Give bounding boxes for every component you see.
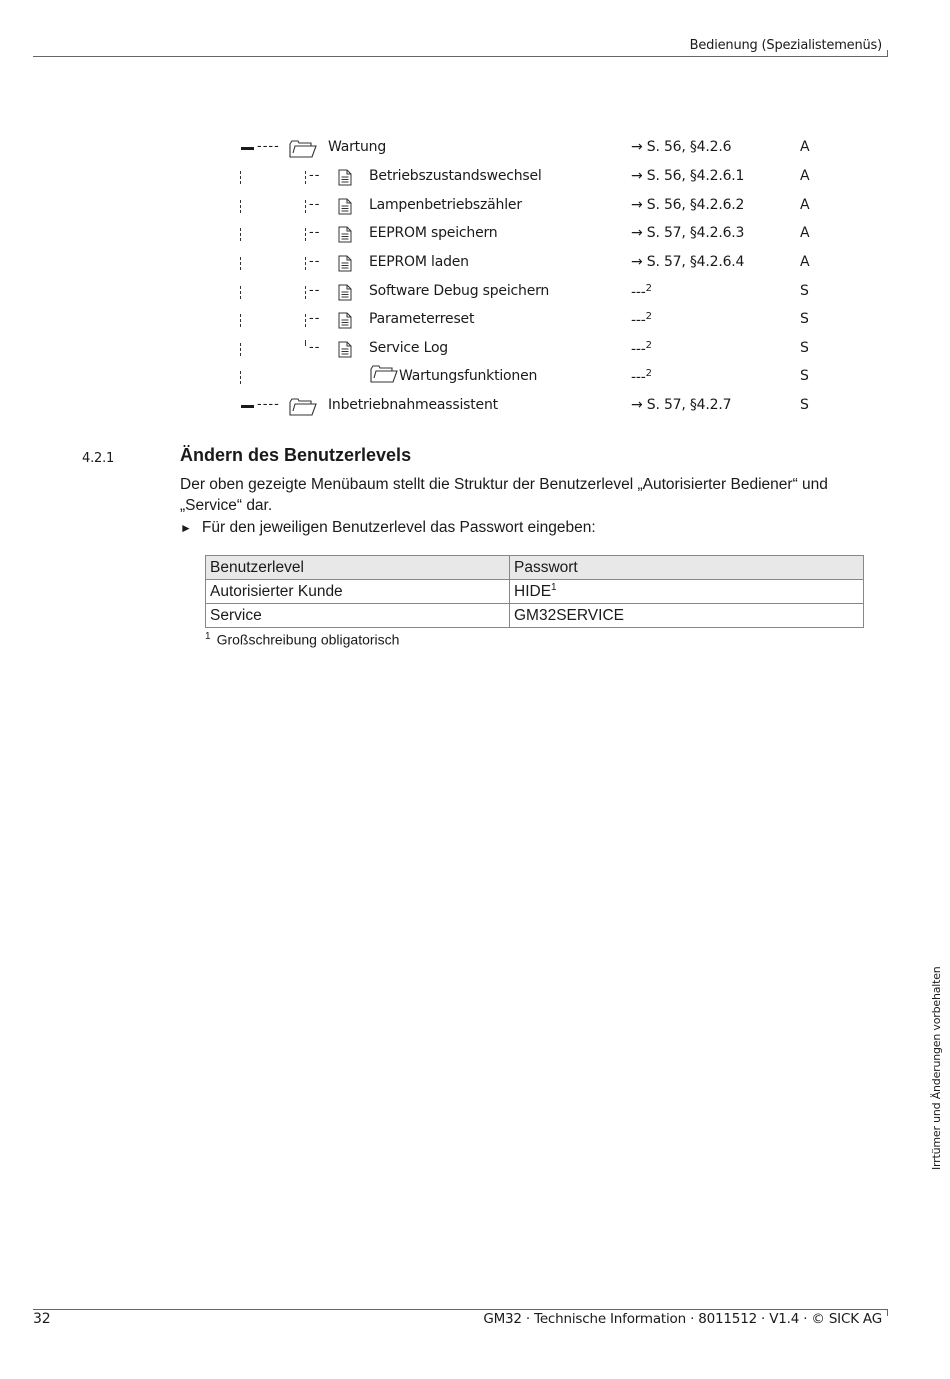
folder-icon: [289, 140, 317, 158]
tree-level: A: [800, 168, 810, 184]
tree-label: Wartung: [328, 139, 387, 155]
side-disclaimer: Irrtümer und Änderungen vorbehalten: [930, 966, 943, 1170]
document-icon: [338, 226, 352, 243]
tree-level: S: [800, 311, 809, 327]
tree-level: A: [800, 139, 810, 155]
branch-line: [305, 228, 306, 241]
triangle-bullet-icon: ►: [180, 521, 192, 535]
tree-row: [0, 254, 950, 278]
section-title: Ändern des Benutzerlevels: [180, 445, 412, 465]
tree-row: [0, 168, 950, 192]
branch-line: [240, 171, 241, 184]
tree-level: A: [800, 225, 810, 241]
folder-icon: [289, 398, 317, 416]
table-row: [206, 580, 864, 604]
tree-ref-footnote: 2: [645, 340, 652, 351]
tree-ref: → S. 57, §4.2.6.4: [631, 254, 745, 270]
tree-row: [0, 225, 950, 249]
document-icon: [338, 255, 352, 272]
branch-dots: ----: [257, 139, 280, 154]
password-table: [205, 555, 864, 628]
tree-ref: → S. 56, §4.2.6.2: [631, 197, 745, 213]
section-number: 4.2.1: [82, 451, 115, 466]
branch-line: [240, 257, 241, 270]
footnote-mark: 1: [205, 631, 211, 642]
tree-ref-footnote: 2: [645, 311, 652, 322]
document-icon: [338, 169, 352, 186]
tree-level: S: [800, 283, 809, 299]
instruction-bullet: [180, 519, 596, 537]
footer-rule-tick: [887, 1309, 888, 1316]
tree-label: Software Debug speichern: [369, 283, 550, 299]
header-rule: [33, 56, 888, 57]
branch-dots: --: [309, 254, 321, 269]
tree-level: A: [800, 197, 810, 213]
table-cell-level: Autorisierter Kunde: [206, 580, 510, 604]
tree-ref: [631, 283, 652, 301]
section-paragraph: Der oben gezeigte Menübaum stellt die Struktur der Benutzerlevel „Autorisierter Bediener“ und „Service“ dar.: [180, 476, 828, 514]
branch-dots: --: [309, 340, 321, 355]
branch-line: [240, 343, 241, 356]
branch-line: [305, 257, 306, 270]
branch-line: [240, 228, 241, 241]
tree-ref-text: ---: [631, 369, 646, 386]
tree-label: Lampenbetriebszähler: [369, 197, 522, 213]
column-header: Passwort: [510, 556, 864, 580]
tree-label: Wartungsfunktionen: [399, 368, 538, 384]
tree-row: [0, 197, 950, 221]
tree-ref-footnote: 2: [645, 283, 652, 294]
tree-row: [0, 139, 950, 163]
document-icon: [338, 284, 352, 301]
tree-label: Betriebszustandswechsel: [369, 168, 542, 184]
tree-ref: → S. 57, §4.2.7: [631, 397, 732, 413]
document-icon: [338, 341, 352, 358]
tree-row: [0, 397, 950, 421]
tree-label: Parameterreset: [369, 311, 475, 327]
page-number: 32: [33, 1311, 51, 1327]
running-header: Bedienung (Spezialistemenüs): [689, 38, 882, 53]
branch-dots: --: [309, 283, 321, 298]
table-cell-level: Service: [206, 604, 510, 628]
tree-label: EEPROM speichern: [369, 225, 498, 241]
tree-ref: [631, 311, 652, 329]
footnote-text: Großschreibung obligatorisch: [216, 631, 400, 648]
tree-label: Service Log: [369, 340, 448, 356]
tree-ref: → S. 57, §4.2.6.3: [631, 225, 745, 241]
branch-dots: --: [309, 311, 321, 326]
branch-line: [305, 171, 306, 184]
branch-line: [240, 286, 241, 299]
branch-line: [240, 200, 241, 213]
tree-ref-text: ---: [631, 284, 646, 301]
tree-row: [0, 283, 950, 307]
document-icon: [338, 198, 352, 215]
branch-dots: --: [309, 168, 321, 183]
branch-dash: [241, 147, 254, 150]
tree-ref: → S. 56, §4.2.6: [631, 139, 732, 155]
tree-row: [0, 368, 950, 392]
tree-label: EEPROM laden: [369, 254, 469, 270]
table-row: [206, 604, 864, 628]
column-header: Benutzerlevel: [206, 556, 510, 580]
branch-line: [305, 340, 306, 346]
tree-level: A: [800, 254, 810, 270]
tree-level: S: [800, 340, 809, 356]
table-header-row: [206, 556, 864, 580]
header-rule-tick: [887, 50, 888, 57]
folder-icon: [370, 365, 398, 383]
branch-line: [240, 314, 241, 327]
table-cell-password: [510, 580, 864, 604]
branch-dots: --: [309, 225, 321, 240]
tree-level: S: [800, 397, 809, 413]
footer-rule: [33, 1309, 888, 1310]
tree-row: [0, 311, 950, 335]
tree-ref-footnote: 2: [645, 368, 652, 379]
document-icon: [338, 312, 352, 329]
table-footnote: [205, 631, 399, 648]
branch-line: [305, 200, 306, 213]
footnote-mark: 1: [551, 581, 557, 593]
tree-ref-text: ---: [631, 341, 646, 358]
footer-info: GM32 · Technische Information · 8011512 · V1.4 · © SICK AG: [483, 1311, 882, 1327]
tree-ref: → S. 56, §4.2.6.1: [631, 168, 745, 184]
branch-line: [240, 371, 241, 384]
password-text: HIDE: [514, 583, 552, 601]
tree-ref: [631, 368, 652, 386]
instruction-text: Für den jeweiligen Benutzerlevel das Passwort eingeben:: [201, 519, 596, 536]
table-cell-password: GM32SERVICE: [510, 604, 864, 628]
tree-label: Inbetriebnahmeassistent: [328, 397, 498, 413]
tree-ref-text: ---: [631, 312, 646, 329]
branch-line: [305, 286, 306, 299]
tree-ref: [631, 340, 652, 358]
branch-line: [305, 314, 306, 327]
branch-dots: --: [309, 197, 321, 212]
branch-dash: [241, 405, 254, 408]
branch-dots: ----: [257, 397, 280, 412]
tree-row: [0, 340, 950, 364]
tree-level: S: [800, 368, 809, 384]
